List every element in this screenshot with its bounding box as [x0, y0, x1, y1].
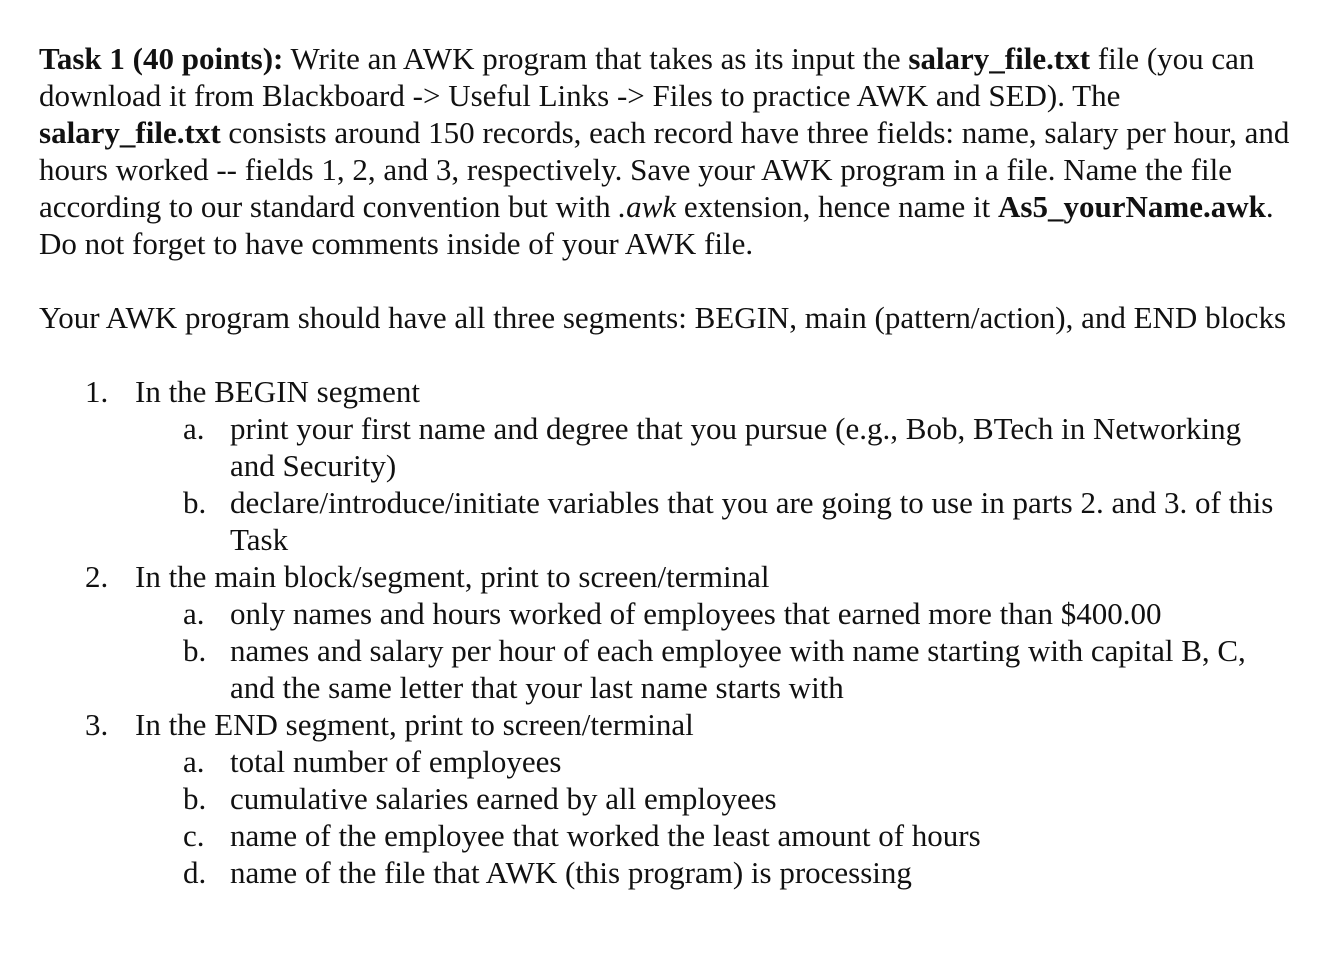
- substep-letter: a.: [183, 411, 205, 446]
- substep-item: [135, 780, 1290, 817]
- step-label: In the BEGIN segment: [135, 374, 420, 409]
- substep-item: [135, 595, 1290, 632]
- task-text-5: . Do not forget to have comments inside of your AWK file.: [39, 189, 1274, 261]
- task-text-3: consists around 150 records, each record have three fields: name, salary per hour, and hours worked -- fields 1, 2, and 3, respectively. Save your AWK program in a file. Name the file according to our standard convention but with: [39, 115, 1290, 224]
- step-number: 3.: [85, 707, 109, 742]
- segments-paragraph: Your AWK program should have all three segments: BEGIN, main (pattern/action), and END blocks: [39, 300, 1287, 335]
- substep-text: name of the employee that worked the least amount of hours: [230, 818, 981, 853]
- salary-file-name: salary_file.txt: [908, 41, 1091, 76]
- step-main: [39, 558, 1299, 706]
- step-label: In the main block/segment, print to screen/terminal: [135, 559, 770, 594]
- substep-list: [135, 743, 1299, 891]
- substep-letter: b.: [183, 633, 207, 668]
- step-label: In the END segment, print to screen/terminal: [135, 707, 694, 742]
- substep-text: print your first name and degree that you pursue (e.g., Bob, BTech in Networking and Security): [230, 411, 1242, 483]
- task-description: [39, 40, 1299, 262]
- substep-text: name of the file that AWK (this program) is processing: [230, 855, 912, 890]
- step-end: [39, 706, 1299, 891]
- task-text-4: extension, hence name it: [676, 189, 999, 224]
- salary-file-name-2: salary_file.txt: [39, 115, 221, 150]
- substep-list: [135, 410, 1299, 558]
- task-text-1: Write an AWK program that takes as its input the: [283, 41, 909, 76]
- substep-letter: d.: [183, 855, 207, 890]
- step-number: 2.: [85, 559, 109, 594]
- step-begin: [39, 373, 1299, 558]
- substep-item: [135, 743, 1290, 780]
- substep-letter: a.: [183, 744, 205, 779]
- task-text-2: file (you can download it from Blackboard -> Useful Links -> Files to practice AWK and SED). The: [39, 41, 1255, 113]
- awk-extension: .awk: [618, 189, 677, 224]
- substep-letter: c.: [183, 818, 205, 853]
- substep-text: only names and hours worked of employees that earned more than $400.00: [230, 596, 1162, 631]
- substep-item: [135, 854, 1290, 891]
- substep-list: [135, 595, 1299, 706]
- task-heading: Task 1 (40 points):: [39, 41, 284, 76]
- substep-letter: b.: [183, 485, 207, 520]
- step-number: 1.: [85, 374, 109, 409]
- substep-item: [135, 817, 1290, 854]
- substep-text: cumulative salaries earned by all employees: [230, 781, 777, 816]
- required-filename: As5_yourName.awk: [998, 189, 1266, 224]
- substep-item: [135, 484, 1290, 558]
- document-body: [39, 40, 1299, 891]
- substep-item: [135, 632, 1290, 706]
- substep-text: declare/introduce/initiate variables that you are going to use in parts 2. and 3. of this Task: [230, 485, 1274, 557]
- substep-letter: a.: [183, 596, 205, 631]
- substep-item: [135, 410, 1290, 484]
- substep-letter: b.: [183, 781, 207, 816]
- substep-text: total number of employees: [230, 744, 562, 779]
- substep-text: names and salary per hour of each employee with name starting with capital B, C, and the same letter that your last name starts with: [230, 633, 1246, 705]
- steps-list: [39, 373, 1299, 891]
